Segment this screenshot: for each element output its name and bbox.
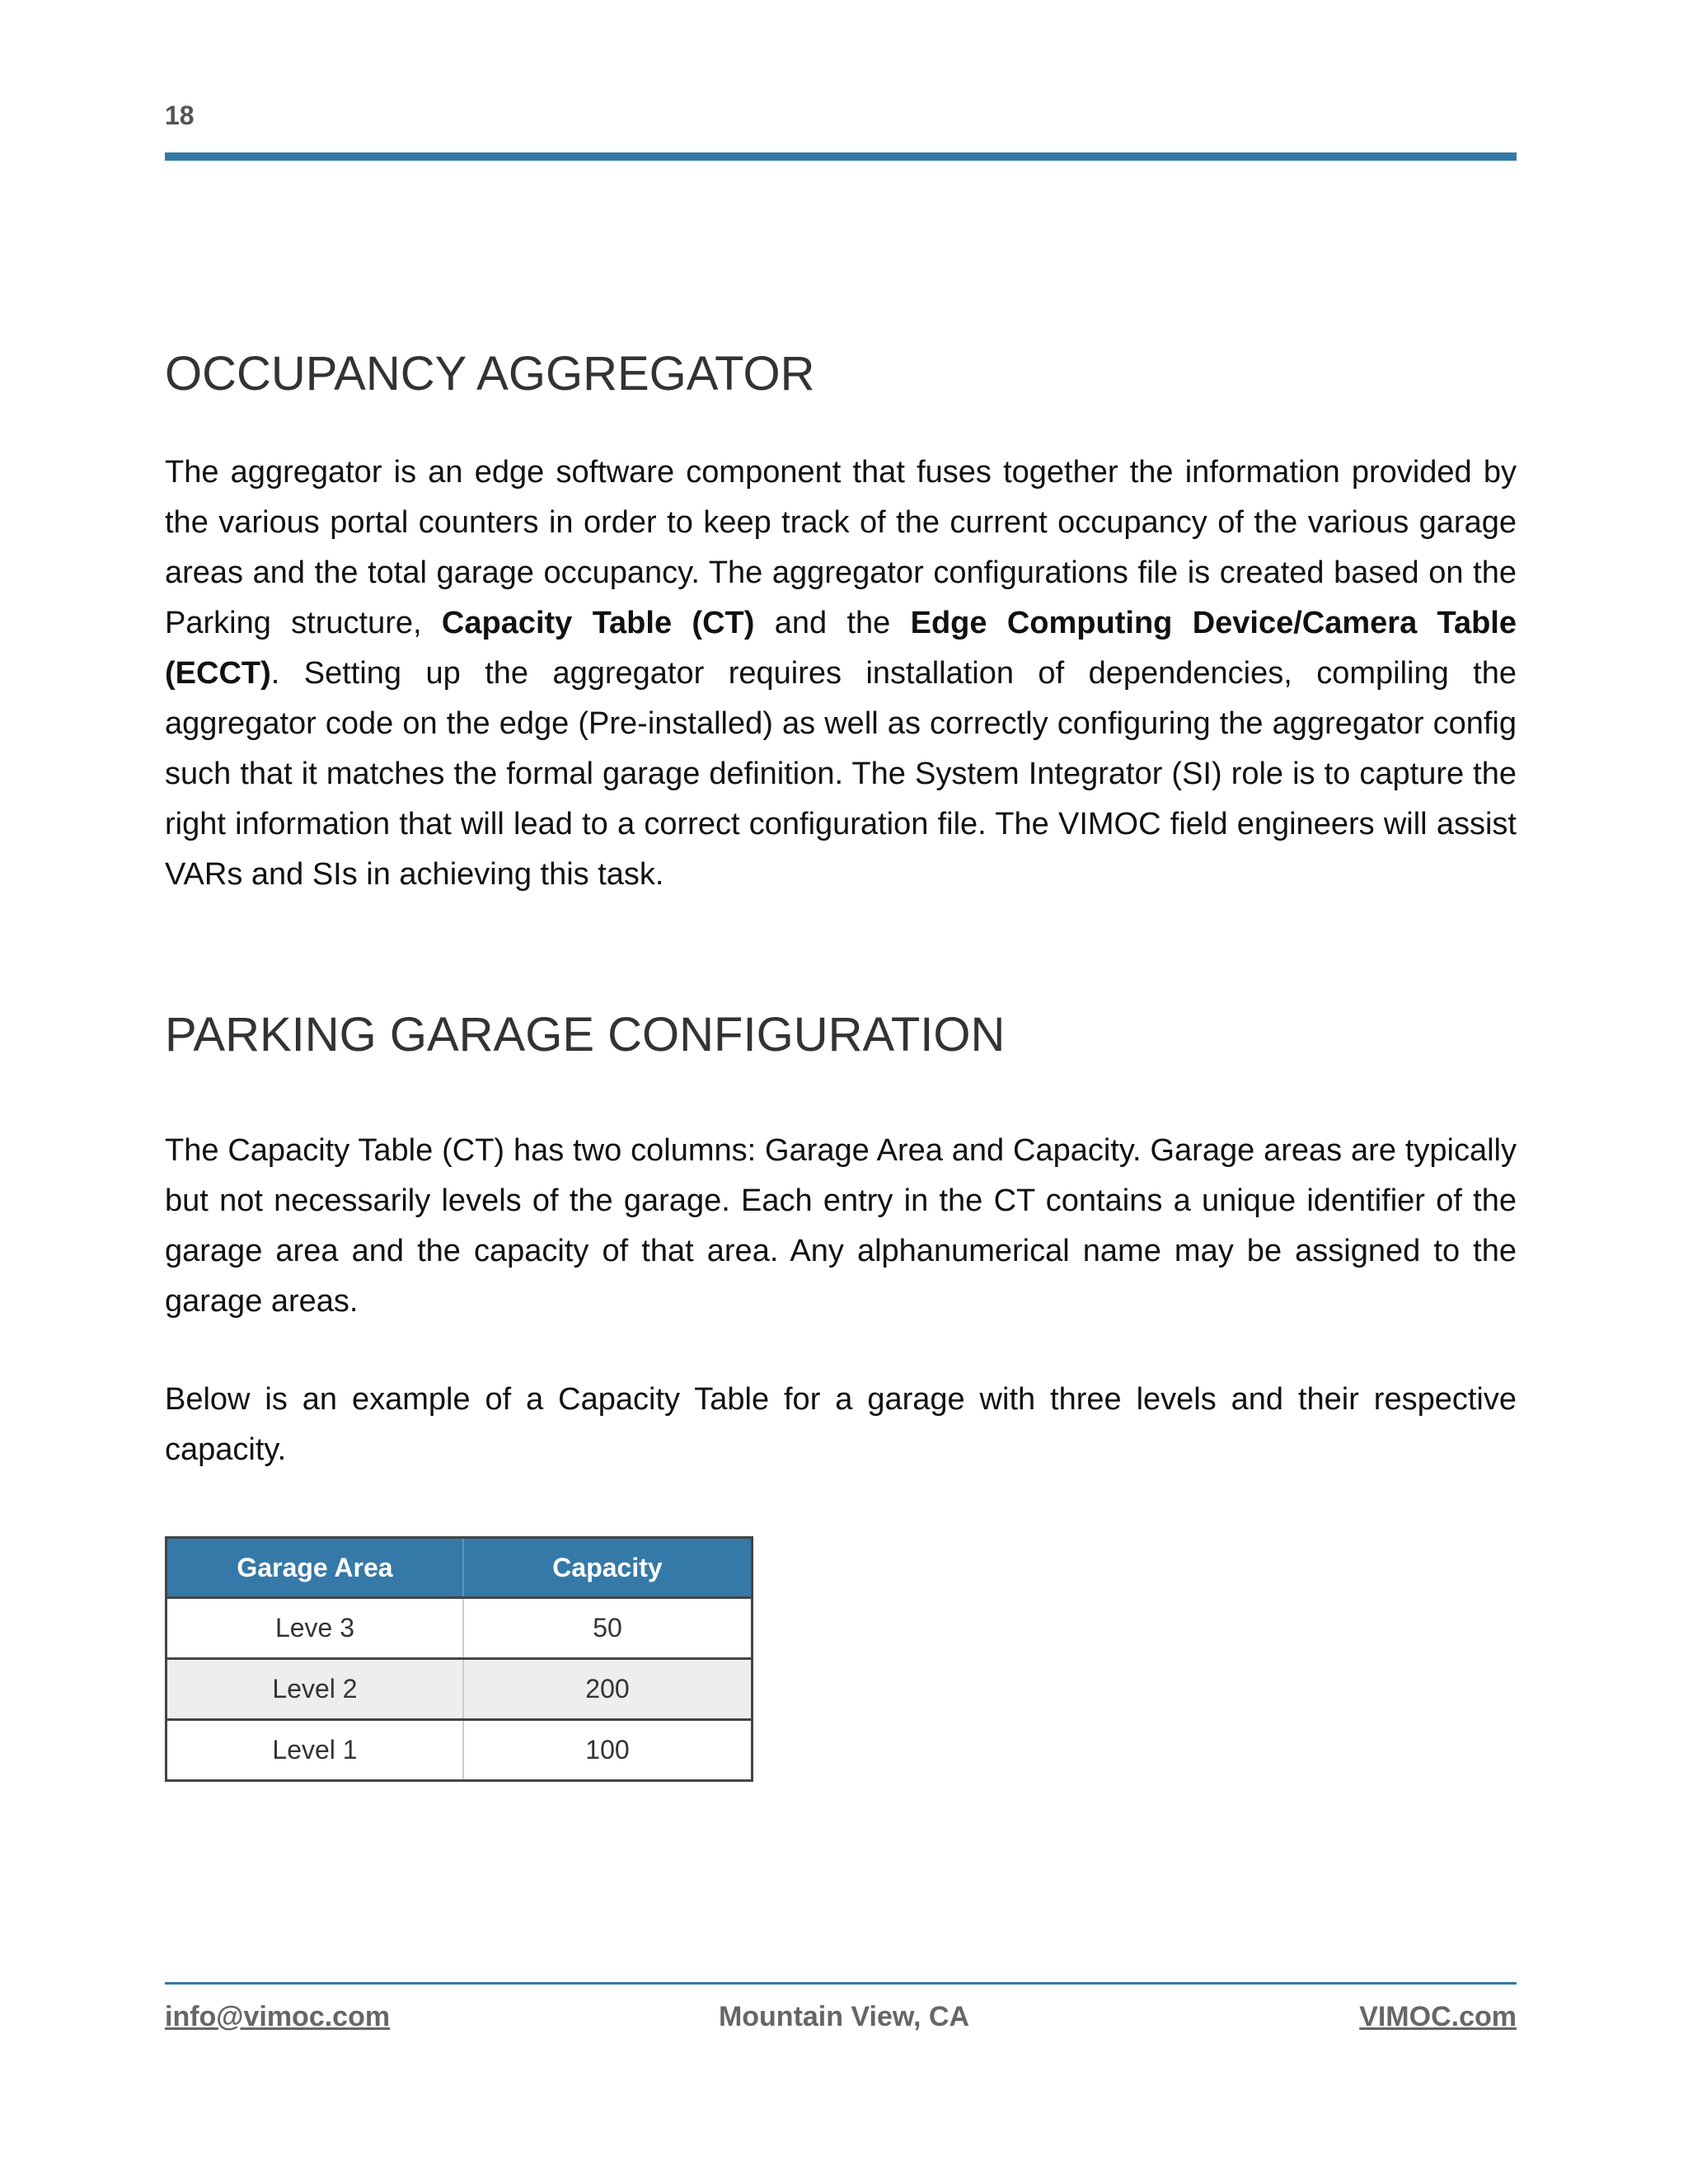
table-row: [166, 1659, 753, 1720]
occupancy-aggregator-paragraph: [165, 448, 1517, 900]
column-header-capacity: Capacity: [463, 1538, 753, 1598]
table-header-row: [166, 1538, 753, 1598]
capacity-cell: 50: [463, 1598, 753, 1659]
page-number: 18: [165, 101, 195, 130]
section-title-occupancy-aggregator: OCCUPANCY AGGREGATOR: [165, 347, 815, 401]
capacity-table-intro: Below is an example of a Capacity Table for a garage with three levels and their respective capacity.: [165, 1382, 1517, 1467]
capacity-table-description: The Capacity Table (CT) has two columns: Garage Area and Capacity. Garage areas are typically but not necessarily levels of the garage. Each entry in the CT contains a unique identifier of the garage area and the capacity of that area. Any alphanumerical name may be assigned to the garage areas.: [165, 1133, 1517, 1319]
table-row: [166, 1720, 753, 1781]
garage-area-cell: Level 1: [166, 1720, 464, 1781]
garage-area-cell: Leve 3: [166, 1598, 464, 1659]
table-row: [166, 1598, 753, 1659]
paragraph-text: . Setting up the aggregator requires installation of dependencies, compiling the aggregator code on the edge (Pre-installed) as well as correctly configuring the aggregator config such that it matches the formal garage definition. The System Integrator (SI) role is to capture the right information that will lead to a correct configuration file. The VIMOC field engineers will assist VARs and SIs in achieving this task.: [165, 656, 1517, 892]
capacity-cell: 200: [463, 1659, 753, 1720]
eccT-term: Edge Computing Device/Camera Table (ECCT): [165, 606, 1517, 691]
header-divider: [165, 152, 1517, 161]
column-header-garage-area: Garage Area: [166, 1538, 464, 1598]
paragraph-text: and the: [754, 606, 911, 640]
footer-divider: [165, 1982, 1517, 1985]
garage-area-cell: Level 2: [166, 1659, 464, 1720]
paragraph-text: The aggregator is an edge software component that fuses together the information provided by the various portal counters in order to keep track of the current occupancy of the various garage areas and the total garage occupancy. The aggregator configurations file is created based on the Parking structure,: [165, 455, 1517, 640]
capacity-table: [165, 1536, 753, 1782]
footer-email-link[interactable]: info@vimoc.com: [165, 2001, 391, 2032]
capacity-cell: 100: [463, 1720, 753, 1781]
footer-website-link[interactable]: VIMOC.com: [1359, 2001, 1517, 2032]
capacity-table-term: Capacity Table (CT): [441, 606, 755, 640]
footer-location: Mountain View, CA: [718, 2001, 970, 2032]
section-title-parking-garage-configuration: PARKING GARAGE CONFIGURATION: [165, 1008, 1006, 1062]
